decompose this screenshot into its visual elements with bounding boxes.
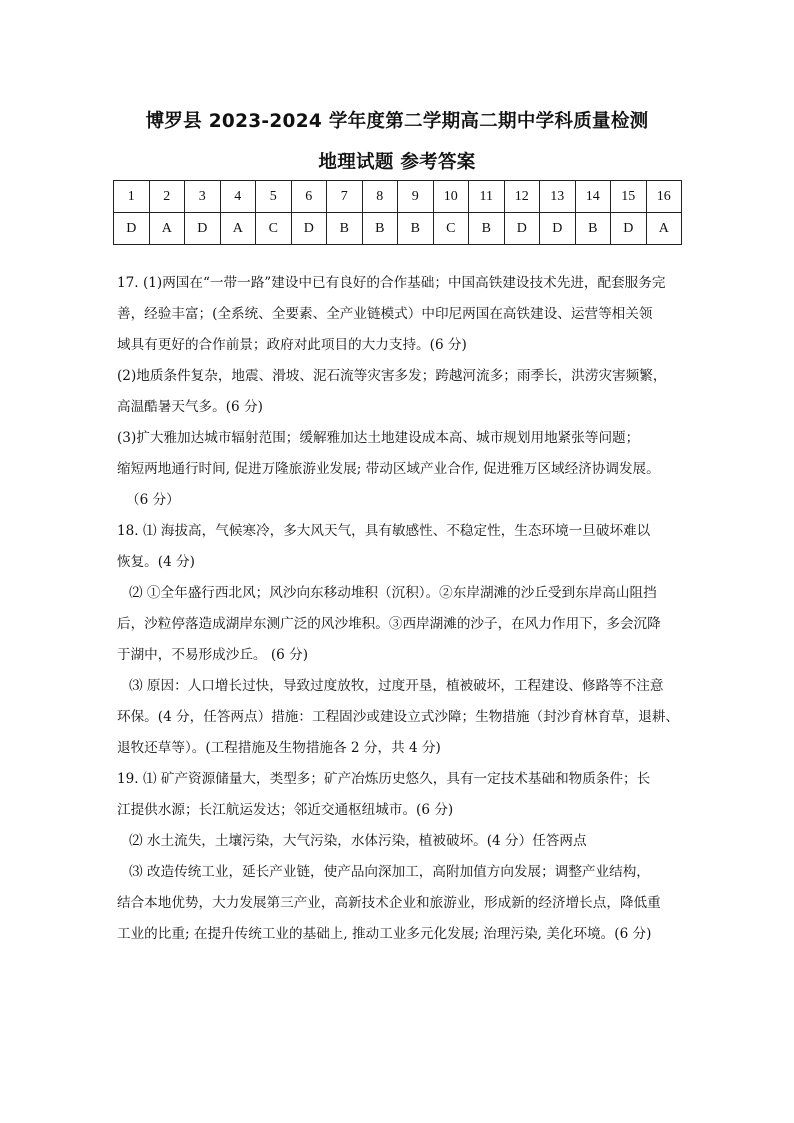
text-line: 江提供水源；长江航运发达；邻近交通枢纽城市。(6 分) bbox=[117, 802, 454, 818]
document-title: 博罗县 2023-2024 学年度第二学期高二期中学科质量检测 bbox=[145, 111, 649, 132]
question-number: 5 bbox=[256, 181, 292, 213]
text-line: 18. ⑴ 海拔高，气候寒冷，多大风天气，具有敏感性、不稳定性，生态环境一旦破坏难以 bbox=[117, 523, 651, 539]
text-line: (2)地质条件复杂，地震、滑坡、泥石流等灾害多发；跨越河流多；雨季长，洪涝灾害频繁， bbox=[117, 368, 667, 384]
answer-cell: D bbox=[114, 213, 150, 245]
question-number: 11 bbox=[469, 181, 505, 213]
text-line: 退牧还草等）。(工程措施及生物措施各 2 分，共 4 分) bbox=[117, 740, 441, 756]
answer-cell: C bbox=[256, 213, 292, 245]
text-line: ⑶ 原因：人口增长过快，导致过度放牧，过度开垦，植被破坏，工程建设、修路等不注意 bbox=[129, 678, 664, 694]
answer-cell: B bbox=[362, 213, 398, 245]
question-number: 13 bbox=[540, 181, 576, 213]
question-number: 12 bbox=[504, 181, 540, 213]
answer-cell: A bbox=[149, 213, 185, 245]
document-subtitle: 地理试题 参考答案 bbox=[318, 152, 476, 173]
text-line: 后，沙粒停落造成湖岸东测广泛的风沙堆积。③西岸湖滩的沙子，在风力作用下，多会沉降 bbox=[117, 616, 661, 632]
answer-cell: D bbox=[504, 213, 540, 245]
text-line: ⑶ 改造传统工业，延长产业链，使产品向深加工，高附加值方向发展；调整产业结构， bbox=[129, 864, 650, 880]
text-line: 恢复。(4 分) bbox=[117, 554, 195, 570]
text-line: ⑵ 水土流失，土壤污染，大气污染，水体污染，植被破坏。(4 分）任答两点 bbox=[129, 833, 587, 849]
text-line: 缩短两地通行时间, 促进万隆旅游业发展; 带动区域产业合作, 促进雅万区域经济协调发展。 bbox=[117, 461, 660, 477]
text-line: 19. ⑴ 矿产资源储量大，类型多；矿产冶炼历史悠久，具有一定技术基础和物质条件；长 bbox=[117, 771, 651, 787]
question-number: 8 bbox=[362, 181, 398, 213]
question-number: 16 bbox=[646, 181, 682, 213]
question-number: 14 bbox=[575, 181, 611, 213]
text-line: 善，经验丰富；(全系统、全要素、全产业链模式）中印尼两国在高铁建设、运营等相关领 bbox=[117, 306, 653, 322]
question-number: 4 bbox=[220, 181, 256, 213]
question-number: 2 bbox=[149, 181, 185, 213]
text-line: 于湖中，不易形成沙丘。 (6 分) bbox=[117, 647, 309, 663]
answer-cell: D bbox=[291, 213, 327, 245]
answer-cell: B bbox=[398, 213, 434, 245]
question-number-row bbox=[114, 181, 682, 213]
question-number: 10 bbox=[433, 181, 469, 213]
text-line: 工业的比重; 在提升传统工业的基础上, 推动工业多元化发展; 治理污染, 美化环境。(6 分) bbox=[117, 926, 652, 942]
text-line: 结合本地优势，大力发展第三产业，高新技术企业和旅游业，形成新的经济增长点，降低重 bbox=[117, 895, 661, 911]
answer-cell: B bbox=[575, 213, 611, 245]
answer-cell: D bbox=[540, 213, 576, 245]
answer-table bbox=[113, 180, 682, 245]
text-line: 环保。(4 分，任答两点）措施：工程固沙或建设立式沙障；生物措施（封沙育林育草，退耕、 bbox=[117, 709, 680, 725]
answer-cell: B bbox=[327, 213, 363, 245]
text-line: 高温酷暑天气多。(6 分) bbox=[117, 399, 263, 415]
text-line: 域具有更好的合作前景；政府对此项目的大力支持。(6 分) bbox=[117, 337, 467, 353]
answer-content bbox=[117, 268, 689, 950]
question-number: 7 bbox=[327, 181, 363, 213]
question-number: 3 bbox=[185, 181, 221, 213]
answer-cell: A bbox=[220, 213, 256, 245]
answer-cell: A bbox=[646, 213, 682, 245]
question-number: 1 bbox=[114, 181, 150, 213]
text-line: （6 分） bbox=[126, 492, 180, 508]
answer-row bbox=[114, 213, 682, 245]
question-number: 15 bbox=[611, 181, 647, 213]
answer-cell: D bbox=[185, 213, 221, 245]
text-line: 17. (1)两国在“一带一路”建设中已有良好的合作基础；中国高铁建设技术先进，配套服务完 bbox=[117, 275, 666, 291]
text-line: (3)扩大雅加达城市辐射范围；缓解雅加达土地建设成本高、城市规划用地紧张等问题； bbox=[117, 430, 640, 446]
question-number: 6 bbox=[291, 181, 327, 213]
answer-cell: C bbox=[433, 213, 469, 245]
answer-cell: B bbox=[469, 213, 505, 245]
answer-cell: D bbox=[611, 213, 647, 245]
text-line: ⑵ ①全年盛行西北风；风沙向东移动堆积（沉积）。②东岸湖滩的沙丘受到东岸高山阻挡 bbox=[129, 585, 657, 601]
question-number: 9 bbox=[398, 181, 434, 213]
